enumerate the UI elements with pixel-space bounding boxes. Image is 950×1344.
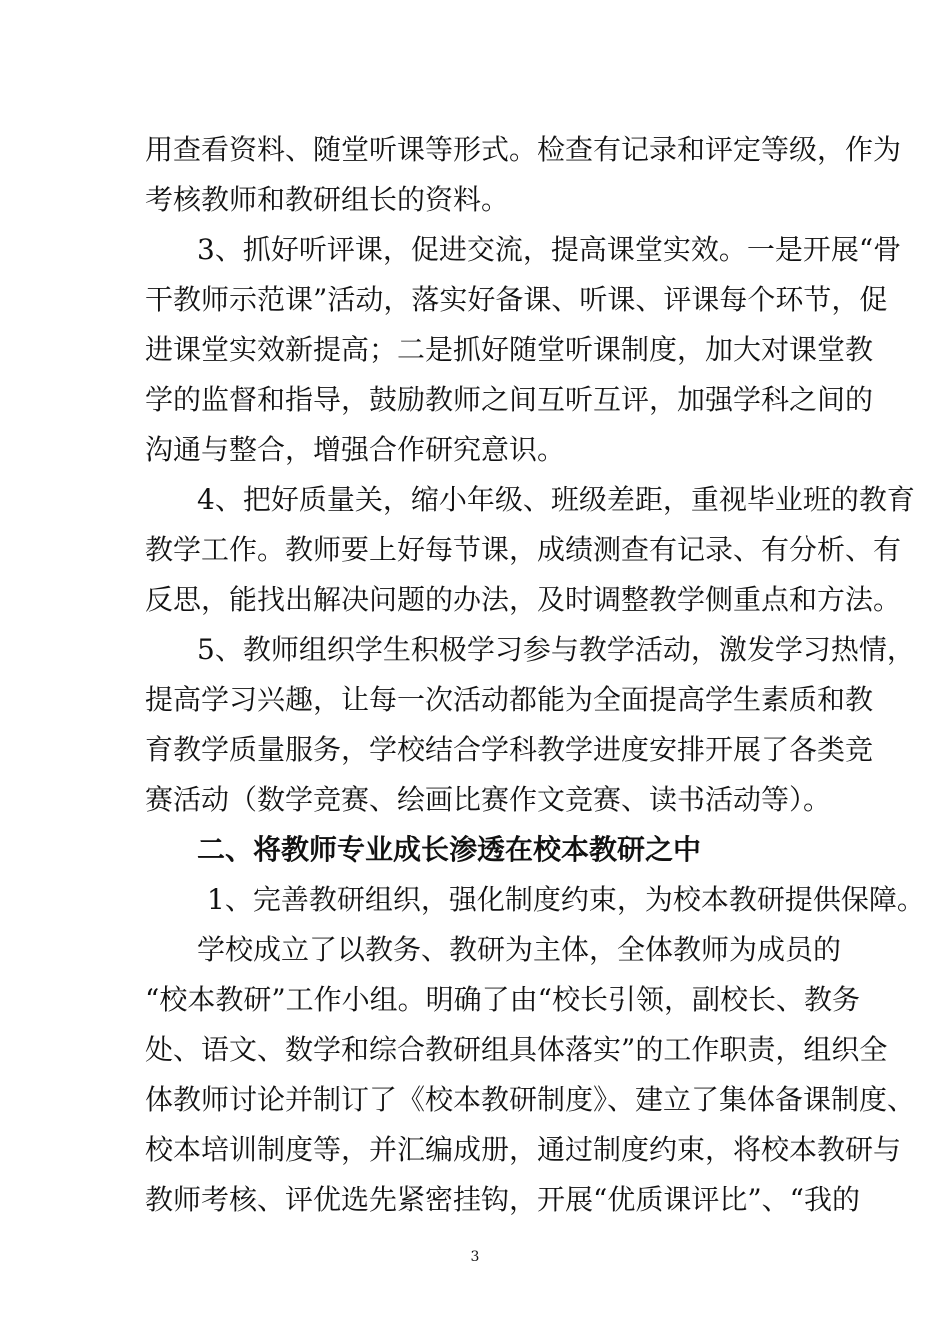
body-text-line: 教学工作。教师要上好每节课，成绩测查有记录、有分析、有: [145, 533, 902, 566]
body-text-line: “校本教研”工作小组。明确了由“校长引领，副校长、教务: [145, 983, 860, 1016]
subheading-line: 1、完善教研组织，强化制度约束，为校本教研提供保障。: [207, 883, 925, 916]
body-text-line: 考核教师和教研组长的资料。: [145, 183, 510, 216]
section-heading: 二、将教师专业成长渗透在校本教研之中: [197, 833, 702, 866]
body-text-line: 育教学质量服务，学校结合学科教学进度安排开展了各类竞: [145, 733, 874, 766]
body-text-line: 沟通与整合，增强合作研究意识。: [145, 433, 566, 466]
body-text-line: 处、语文、数学和综合教研组具体落实”的工作职责，组织全: [145, 1033, 888, 1066]
body-text-line: 教师考核、评优选先紧密挂钩，开展“优质课评比”、“我的: [145, 1183, 860, 1216]
body-text-line: 进课堂实效新提高；二是抓好随堂听课制度，加大对课堂教: [145, 333, 874, 366]
body-text-line: 校本培训制度等，并汇编成册，通过制度约束，将校本教研与: [145, 1133, 902, 1166]
paragraph-start-line: 5、教师组织学生积极学习参与教学活动，激发学习热情，: [197, 633, 915, 666]
body-text-line: 体教师讨论并制订了《校本教研制度》、建立了集体备课制度、: [145, 1083, 916, 1116]
body-text-line: 提高学习兴趣，让每一次活动都能为全面提高学生素质和教: [145, 683, 874, 716]
body-text-line: 用查看资料、随堂听课等形式。检查有记录和评定等级，作为: [145, 133, 902, 166]
body-text-line: 学的监督和指导，鼓励教师之间互听互评，加强学科之间的: [145, 383, 874, 416]
paragraph-start-line: 学校成立了以教务、教研为主体，全体教师为成员的: [197, 933, 842, 966]
page-number: 3: [470, 1249, 480, 1265]
body-text-line: 反思，能找出解决问题的办法，及时调整教学侧重点和方法。: [145, 583, 902, 616]
paragraph-start-line: 4、把好质量关，缩小年级、班级差距，重视毕业班的教育: [197, 483, 915, 516]
body-text-line: 赛活动（数学竞赛、绘画比赛作文竞赛、读书活动等）。: [145, 783, 832, 816]
paragraph-start-line: 3、抓好听评课，促进交流，提高课堂实效。一是开展“骨: [197, 233, 902, 266]
body-text-line: 干教师示范课”活动，落实好备课、听课、评课每个环节，促: [145, 283, 888, 316]
